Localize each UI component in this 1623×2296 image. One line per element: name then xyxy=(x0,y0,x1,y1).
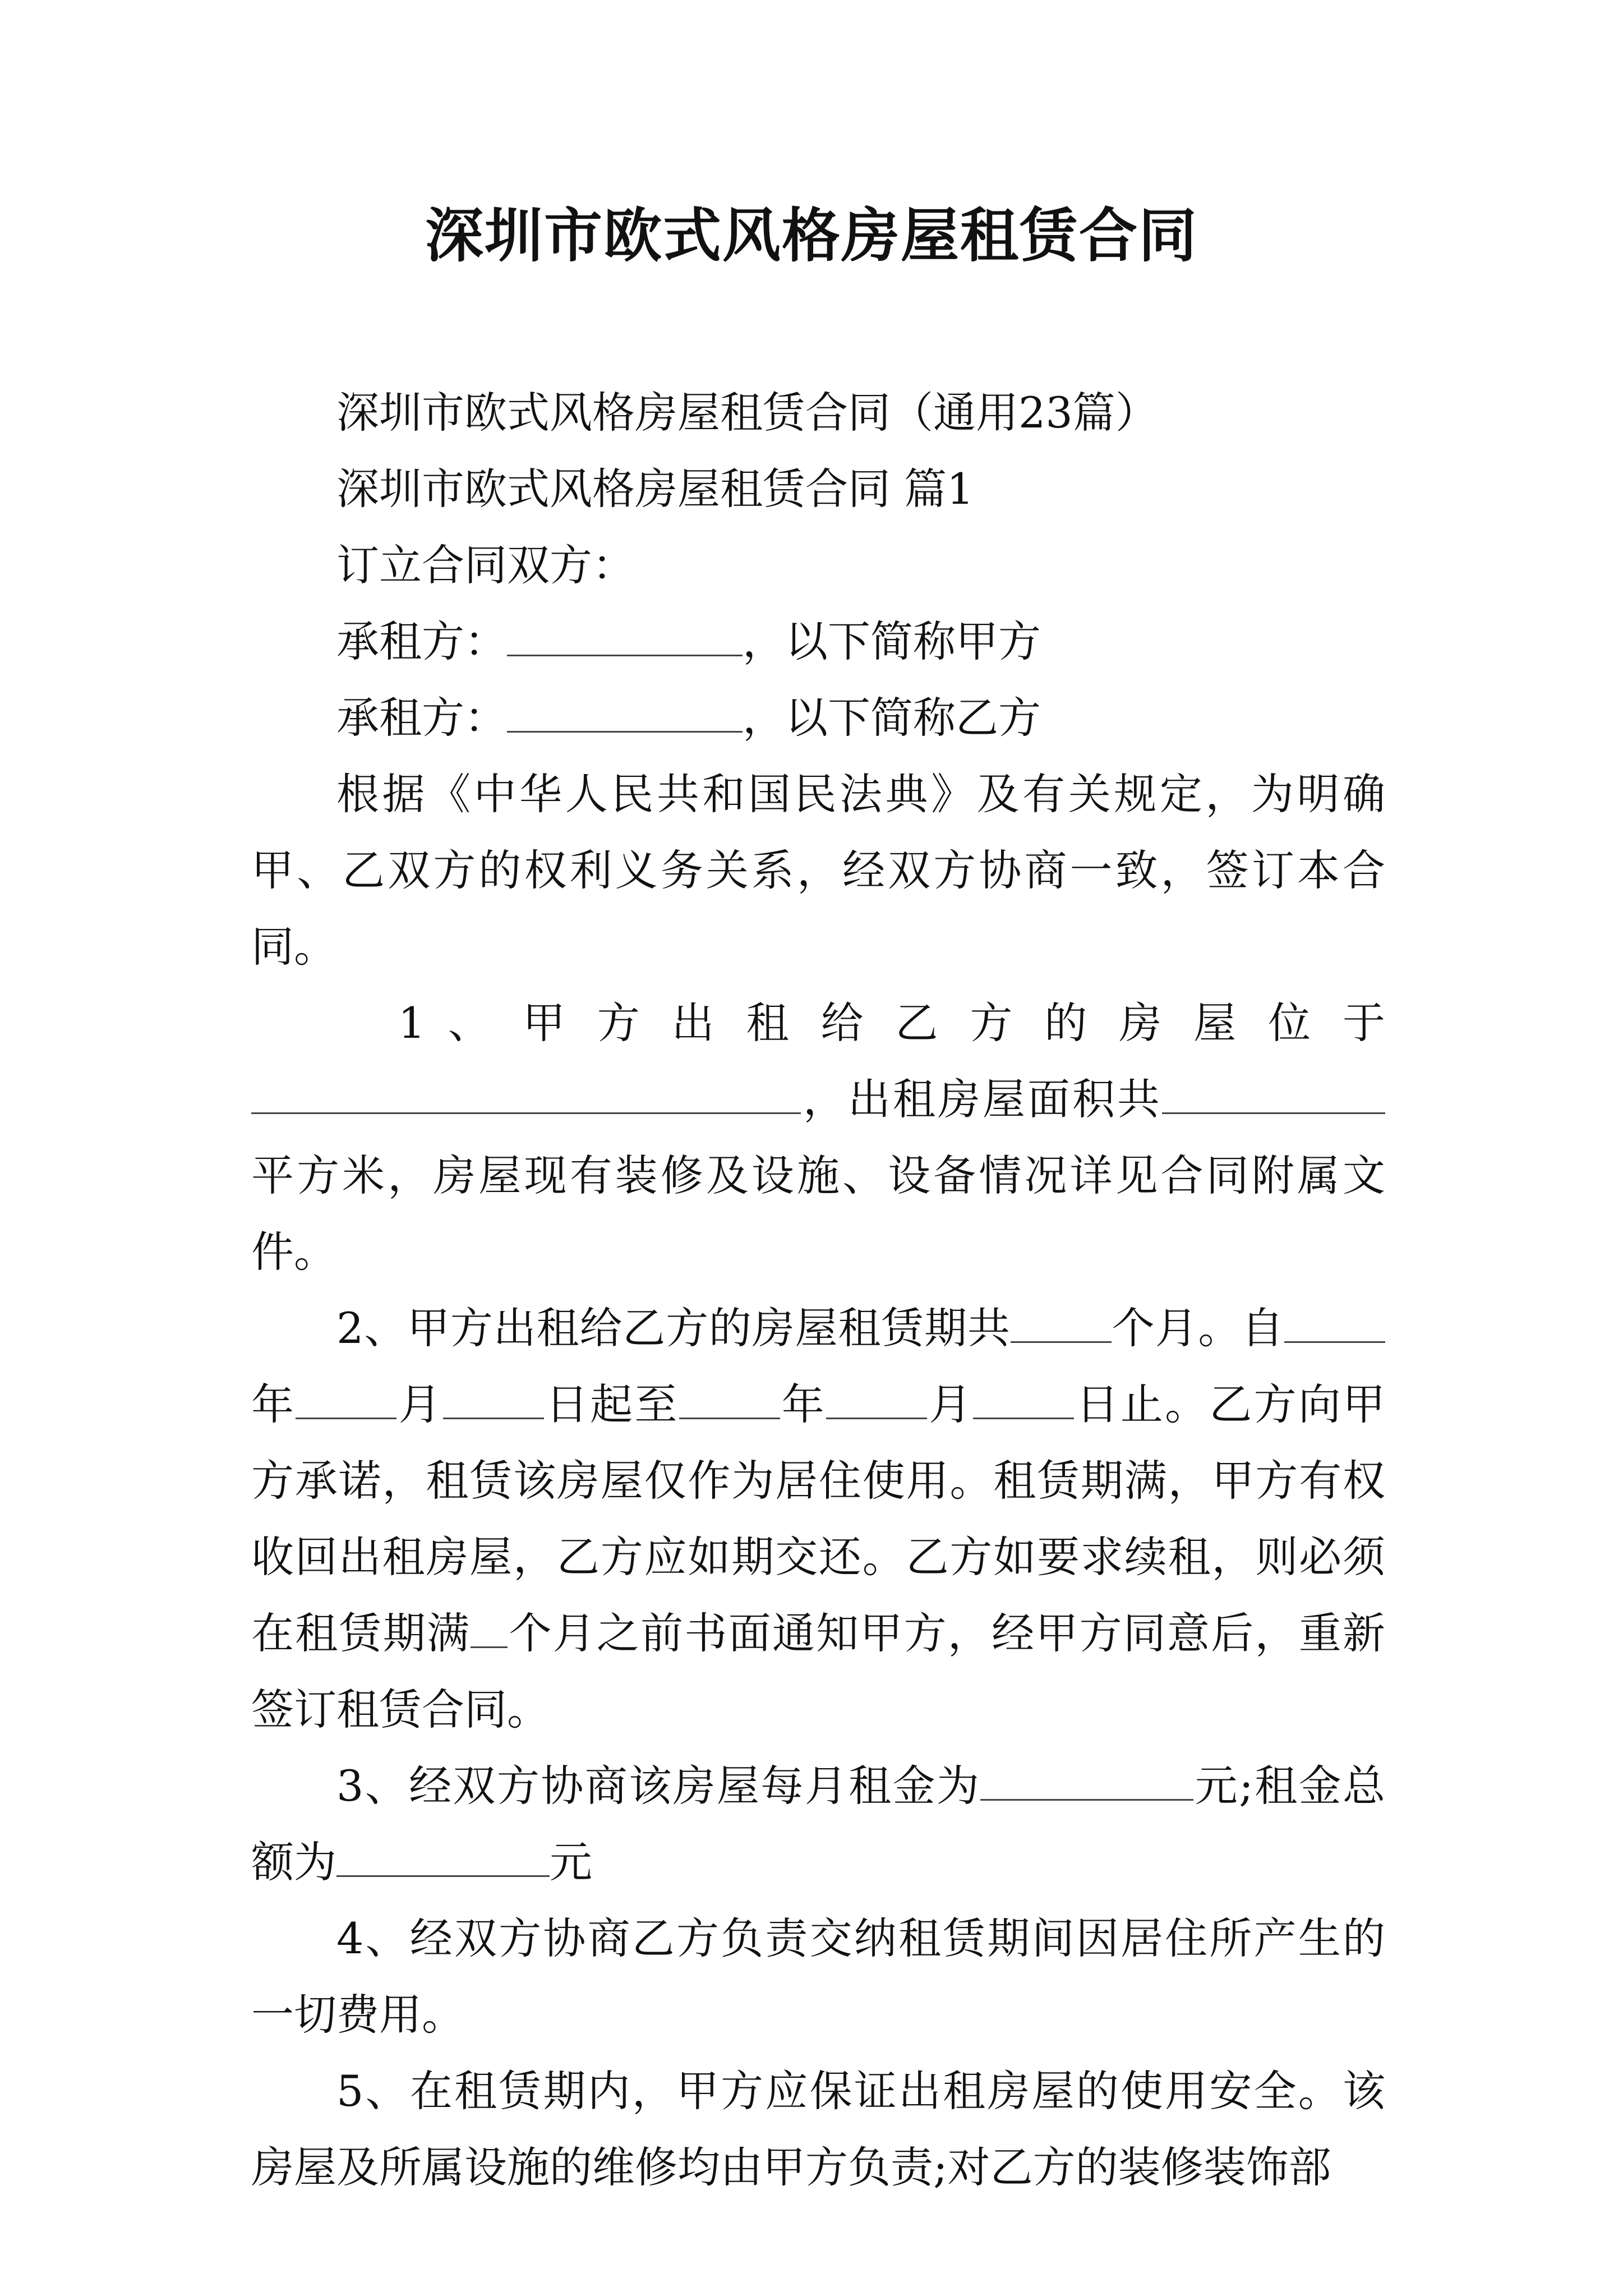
clause-1 xyxy=(251,985,1385,1290)
clause-3-monthly-rent-blank xyxy=(980,1759,1193,1801)
clause-2-part3: 个月之前书面通知甲方，经甲方同意后，重新签订租赁合同。 xyxy=(251,1608,1386,1734)
party-b-label: 承租方： xyxy=(336,693,507,743)
clause-1-line1: 1 、 甲 方 出 租 给 乙 方 的 房 屋 位 于 xyxy=(398,998,1385,1048)
clause-1-end: 平方米，房屋现有装修及设施、设备情况详见合同附属文件。 xyxy=(251,1151,1385,1277)
preamble-paragraph: 根据《中华人民共和国民法典》及有关规定，为明确甲、乙双方的权利义务关系，经双方协商一致，签订本合同。 xyxy=(251,769,1385,972)
clause-2-year2: 年 xyxy=(780,1379,827,1429)
clause-2 xyxy=(251,1290,1385,1748)
clause-2-end-day-blank xyxy=(973,1377,1074,1419)
parties-label: 订立合同双方： xyxy=(336,540,635,590)
document-subtitle: 深圳市欧式风格房屋租赁合同（通用23篇） xyxy=(336,388,1158,438)
clause-2-year1: 年 xyxy=(251,1379,296,1429)
party-a-blank xyxy=(507,614,743,656)
clause-2-day1: 日起至 xyxy=(543,1379,679,1429)
clause-2-month1: 月 xyxy=(396,1379,443,1429)
clause-2-start-year-blank-a xyxy=(1284,1301,1385,1343)
clause-2-day2: 日止。乙方向甲方承诺，租赁该房屋仅作为居住使用。租赁期满，甲方有权收回出租房屋，乙方应如期交还。乙方如要求续租，则必须在租赁期满 xyxy=(251,1379,1386,1658)
clause-2-month2: 月 xyxy=(927,1379,974,1429)
party-b-blank xyxy=(507,691,743,733)
clause-2-end-year-blank xyxy=(679,1377,780,1419)
clause-2-part1: 2、甲方出租给乙方的房屋租赁期共 xyxy=(336,1303,1011,1353)
clause-2-notice-blank xyxy=(471,1606,508,1648)
clause-1-location-blank xyxy=(251,1072,801,1114)
clause-2-end-month-blank xyxy=(826,1377,927,1419)
clause-3-total-rent-blank xyxy=(336,1835,550,1877)
clause-1-mid: ，出租房屋面积共 xyxy=(801,1074,1162,1124)
clause-3-part3: 元 xyxy=(550,1837,592,1887)
clause-4: 4、经双方协商乙方负责交纳租赁期间因居住所产生的一切费用。 xyxy=(251,1913,1385,2040)
clause-3-part2: 元;租金总额为 xyxy=(251,1761,1386,1887)
party-b-line xyxy=(251,680,1385,756)
party-a-suffix: ，以下简称甲方 xyxy=(743,616,1041,666)
party-a-line xyxy=(251,604,1385,680)
clause-2-start-day-blank xyxy=(443,1377,544,1419)
clause-1-area-blank xyxy=(1162,1072,1385,1114)
party-a-label: 承租方： xyxy=(336,616,507,666)
party-b-suffix: ，以下简称乙方 xyxy=(743,693,1041,743)
clause-2-part2: 个月。自 xyxy=(1111,1303,1284,1353)
clause-2-start-month-blank xyxy=(296,1377,396,1419)
clause-3 xyxy=(251,1748,1385,1901)
section-heading: 深圳市欧式风格房屋租赁合同 篇1 xyxy=(336,464,974,514)
document-body xyxy=(251,375,1385,2206)
document-title: 深圳市欧式风格房屋租赁合同 xyxy=(425,201,1198,270)
clause-2-months-blank xyxy=(1011,1301,1112,1343)
clause-5: 5、在租赁期内，甲方应保证出租房屋的使用安全。该房屋及所属设施的维修均由甲方负责;对乙方的装修装饰部 xyxy=(251,2066,1385,2192)
clause-3-part1: 3、经双方协商该房屋每月租金为 xyxy=(336,1761,981,1811)
